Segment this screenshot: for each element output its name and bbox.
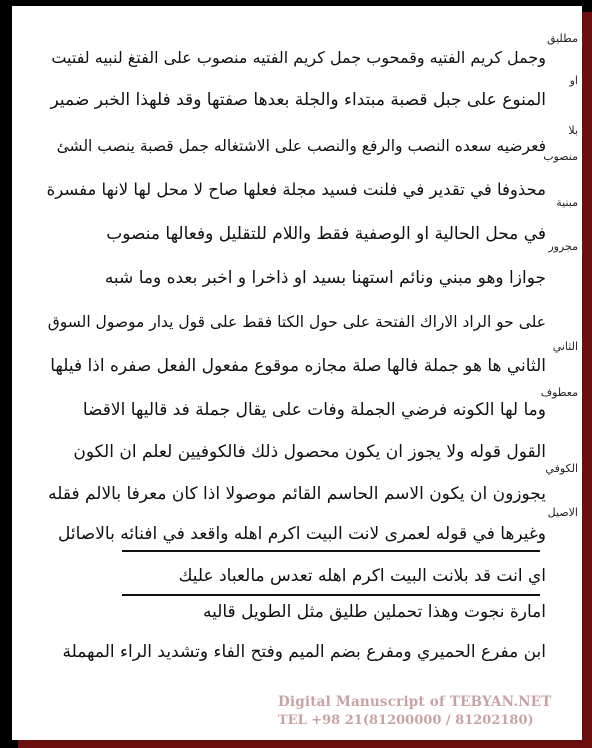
- manuscript-line: يجوزون ان يكون الاسم الحاسم القائم موصولا اذا كان معرفا بالالم فقله: [48, 484, 546, 504]
- margin-note: منصوب: [543, 150, 578, 163]
- margin-note: بلا: [568, 124, 578, 137]
- manuscript-line: امارة نجوت وهذا تحملين طليق مثل الطويل قاليه: [202, 602, 546, 622]
- divider-rule: [122, 550, 540, 552]
- margin-note: مبنية: [556, 196, 578, 209]
- manuscript-line: الثاني ها هو جملة فالها صلة مجازه موقوع مفعول الفعل صفره اذا فيلها: [50, 356, 546, 376]
- margin-note: الاصيل: [547, 506, 578, 519]
- manuscript-line: المنوع على جبل قصبة مبتداء والجلة بعدها صفتها وقد فلهذا الخبر ضمير: [50, 90, 546, 110]
- divider-rule: [122, 594, 540, 596]
- manuscript-line: اي انت قد بلانت البيت اكرم اهله تعدس مالعباد عليك: [178, 566, 546, 586]
- watermark-title: Digital Manuscript of TEBYAN.NET: [278, 694, 552, 710]
- margin-note: معطوف: [540, 386, 578, 399]
- manuscript-line: على حو الراد الاراك الفتحة على حول الكتا فقط على قول يدار موصول السوق: [47, 313, 546, 331]
- margin-note: مجرور: [548, 240, 578, 253]
- watermark-contact: TEL +98 21(81200000 / 81202180): [278, 713, 534, 728]
- margin-note: او: [569, 74, 578, 87]
- manuscript-line: ابن مفرع الحميري ومفرع بضم الميم وفتح الفاء وتشديد الراء المهملة: [62, 642, 546, 662]
- margin-note: الثاني: [552, 340, 578, 353]
- manuscript-line: وغيرها في قوله لعمرى لانت البيت اكرم اهله واقعد في افنائه بالاصائل: [57, 524, 546, 544]
- manuscript-line: وجمل كريم الفتيه وقمحوب جمل كريم الفتيه منصوب على الفتغ لنبيه لفتيت: [51, 48, 546, 67]
- manuscript-text-block: [12, 6, 582, 740]
- manuscript-line: جوازا وهو مبني ونائم استهنا بسيد او ذاخرا و اخبر بعده وما شبه: [104, 268, 546, 288]
- manuscript-page: [12, 6, 582, 740]
- manuscript-line: وما لها الكونه فرضي الجملة وفات على يقال جملة فد قاليها الاقضا: [82, 400, 546, 420]
- manuscript-line: محذوفا في تقدير في فلنت فسيد مجلة فعلها صاح لا محل لها لانها مفسرة: [46, 180, 546, 199]
- manuscript-line: القول قوله ولا يجوز ان يكون محصول ذلك فالكوفيين لعلم ان الكون: [73, 442, 546, 462]
- manuscript-line: فعرضيه سعده النصب والرفع والنصب على الاشتغاله جمل قصبة ينصب الشئ: [56, 137, 546, 155]
- margin-note: مطليق: [546, 32, 578, 45]
- manuscript-line: في محل الحالية او الوصفية فقط واللام للتقليل وفعالها منصوب: [106, 224, 546, 244]
- margin-note: الكوفي: [545, 462, 578, 475]
